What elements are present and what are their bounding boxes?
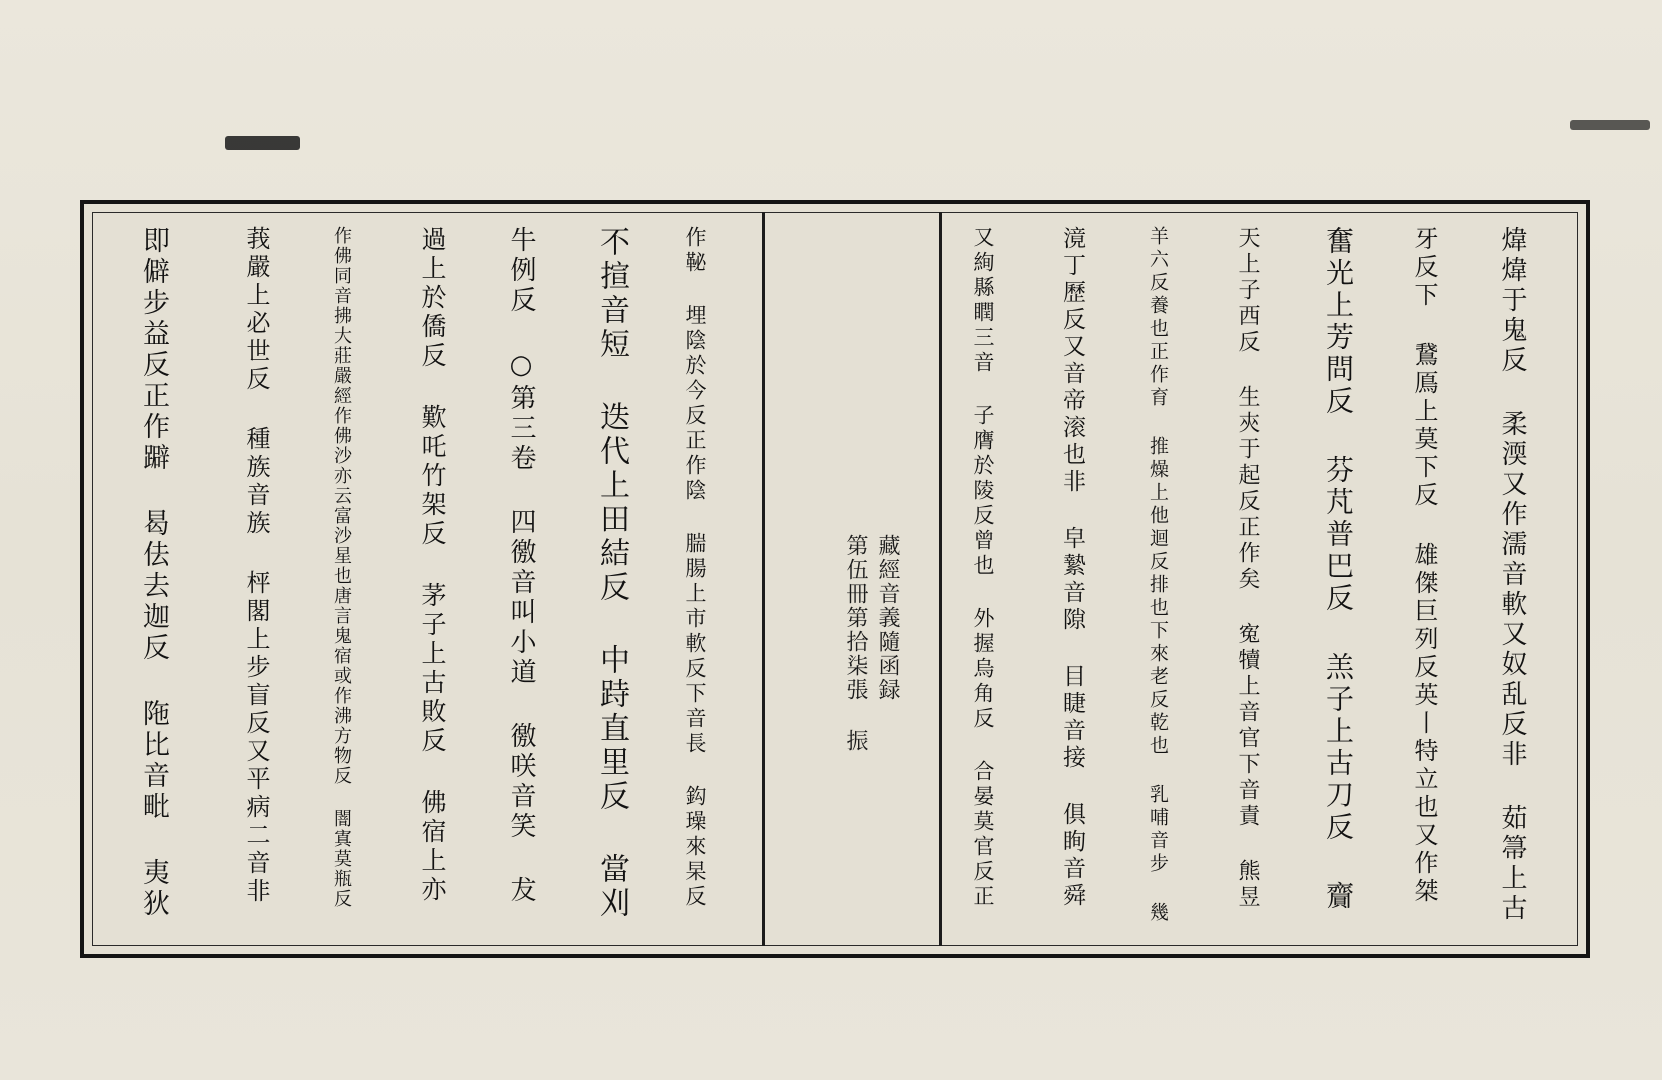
top-left-ink-smudge [225, 136, 300, 150]
right-col-7: 又絢縣瞤三音 子膺於陵反曾也 外握烏角反 合晏莫官反正 [971, 226, 995, 910]
center-note-line-1: 藏經音義隨函録 [875, 534, 900, 702]
left-col-7: 即僻步益反正作躃 曷佉去迦反 陁比音毗 夷狄 [138, 226, 169, 920]
right-col-3: 奮光上芳問反 芬芃普巴反 羔子上古刀反 齎 [1322, 226, 1355, 913]
inner-border [92, 212, 1578, 946]
right-col-2: 牙反下 鵞鳫上莫下反 雄傑巨列反英丨特立也又作桀 [1410, 226, 1438, 906]
right-col-6: 滰丁歷反又音帝滚也非 皁縶音隙 目睫音接 俱眴音舜 [1059, 226, 1085, 910]
left-col-2: 不揎音短 迭代上田結反 中跱直里反 當刈 [594, 226, 629, 921]
right-col-1: 煒煒于鬼反 柔渜又作濡音軟又奴乱反非 茹箒上古 [1497, 226, 1527, 924]
center-note-line-2: 第伍冊第拾柒張 振 [843, 534, 868, 753]
left-col-5: 作佛同音拂大莊嚴經作佛沙亦云富沙星也唐言鬼宿或作沸方物反 闇寘莫瓶反 [331, 226, 352, 909]
left-divider-line [762, 212, 765, 946]
printed-page-frame [80, 200, 1590, 958]
right-col-4: 天上子西反 生㚒于起反正作矣 寃犢上音官下音責 熊昱 [1235, 226, 1260, 911]
left-col-1: 作䩛 埋陰於今反正作陰 腨腸上市軟反下音長 鈎璪來杲反 [683, 226, 707, 910]
top-right-ink-smudge [1570, 120, 1650, 130]
left-col-3: 牛例反 ○第三卷 四徼音叫小道 徼咲音笑 犮 [506, 226, 536, 906]
left-col-6: 莪嚴上必世反 種族音族 枰閣上步盲反又平病二音非 [242, 226, 270, 906]
left-col-4: 過上於僑反 歎吒竹架反 茅子上古敗反 佛宿上亦 [418, 226, 447, 905]
right-divider-line [939, 212, 942, 946]
right-col-5: 羊六反養也正作育 推燥上他迴反排也下來老反乾也 乳哺音步 幾 [1147, 226, 1169, 925]
